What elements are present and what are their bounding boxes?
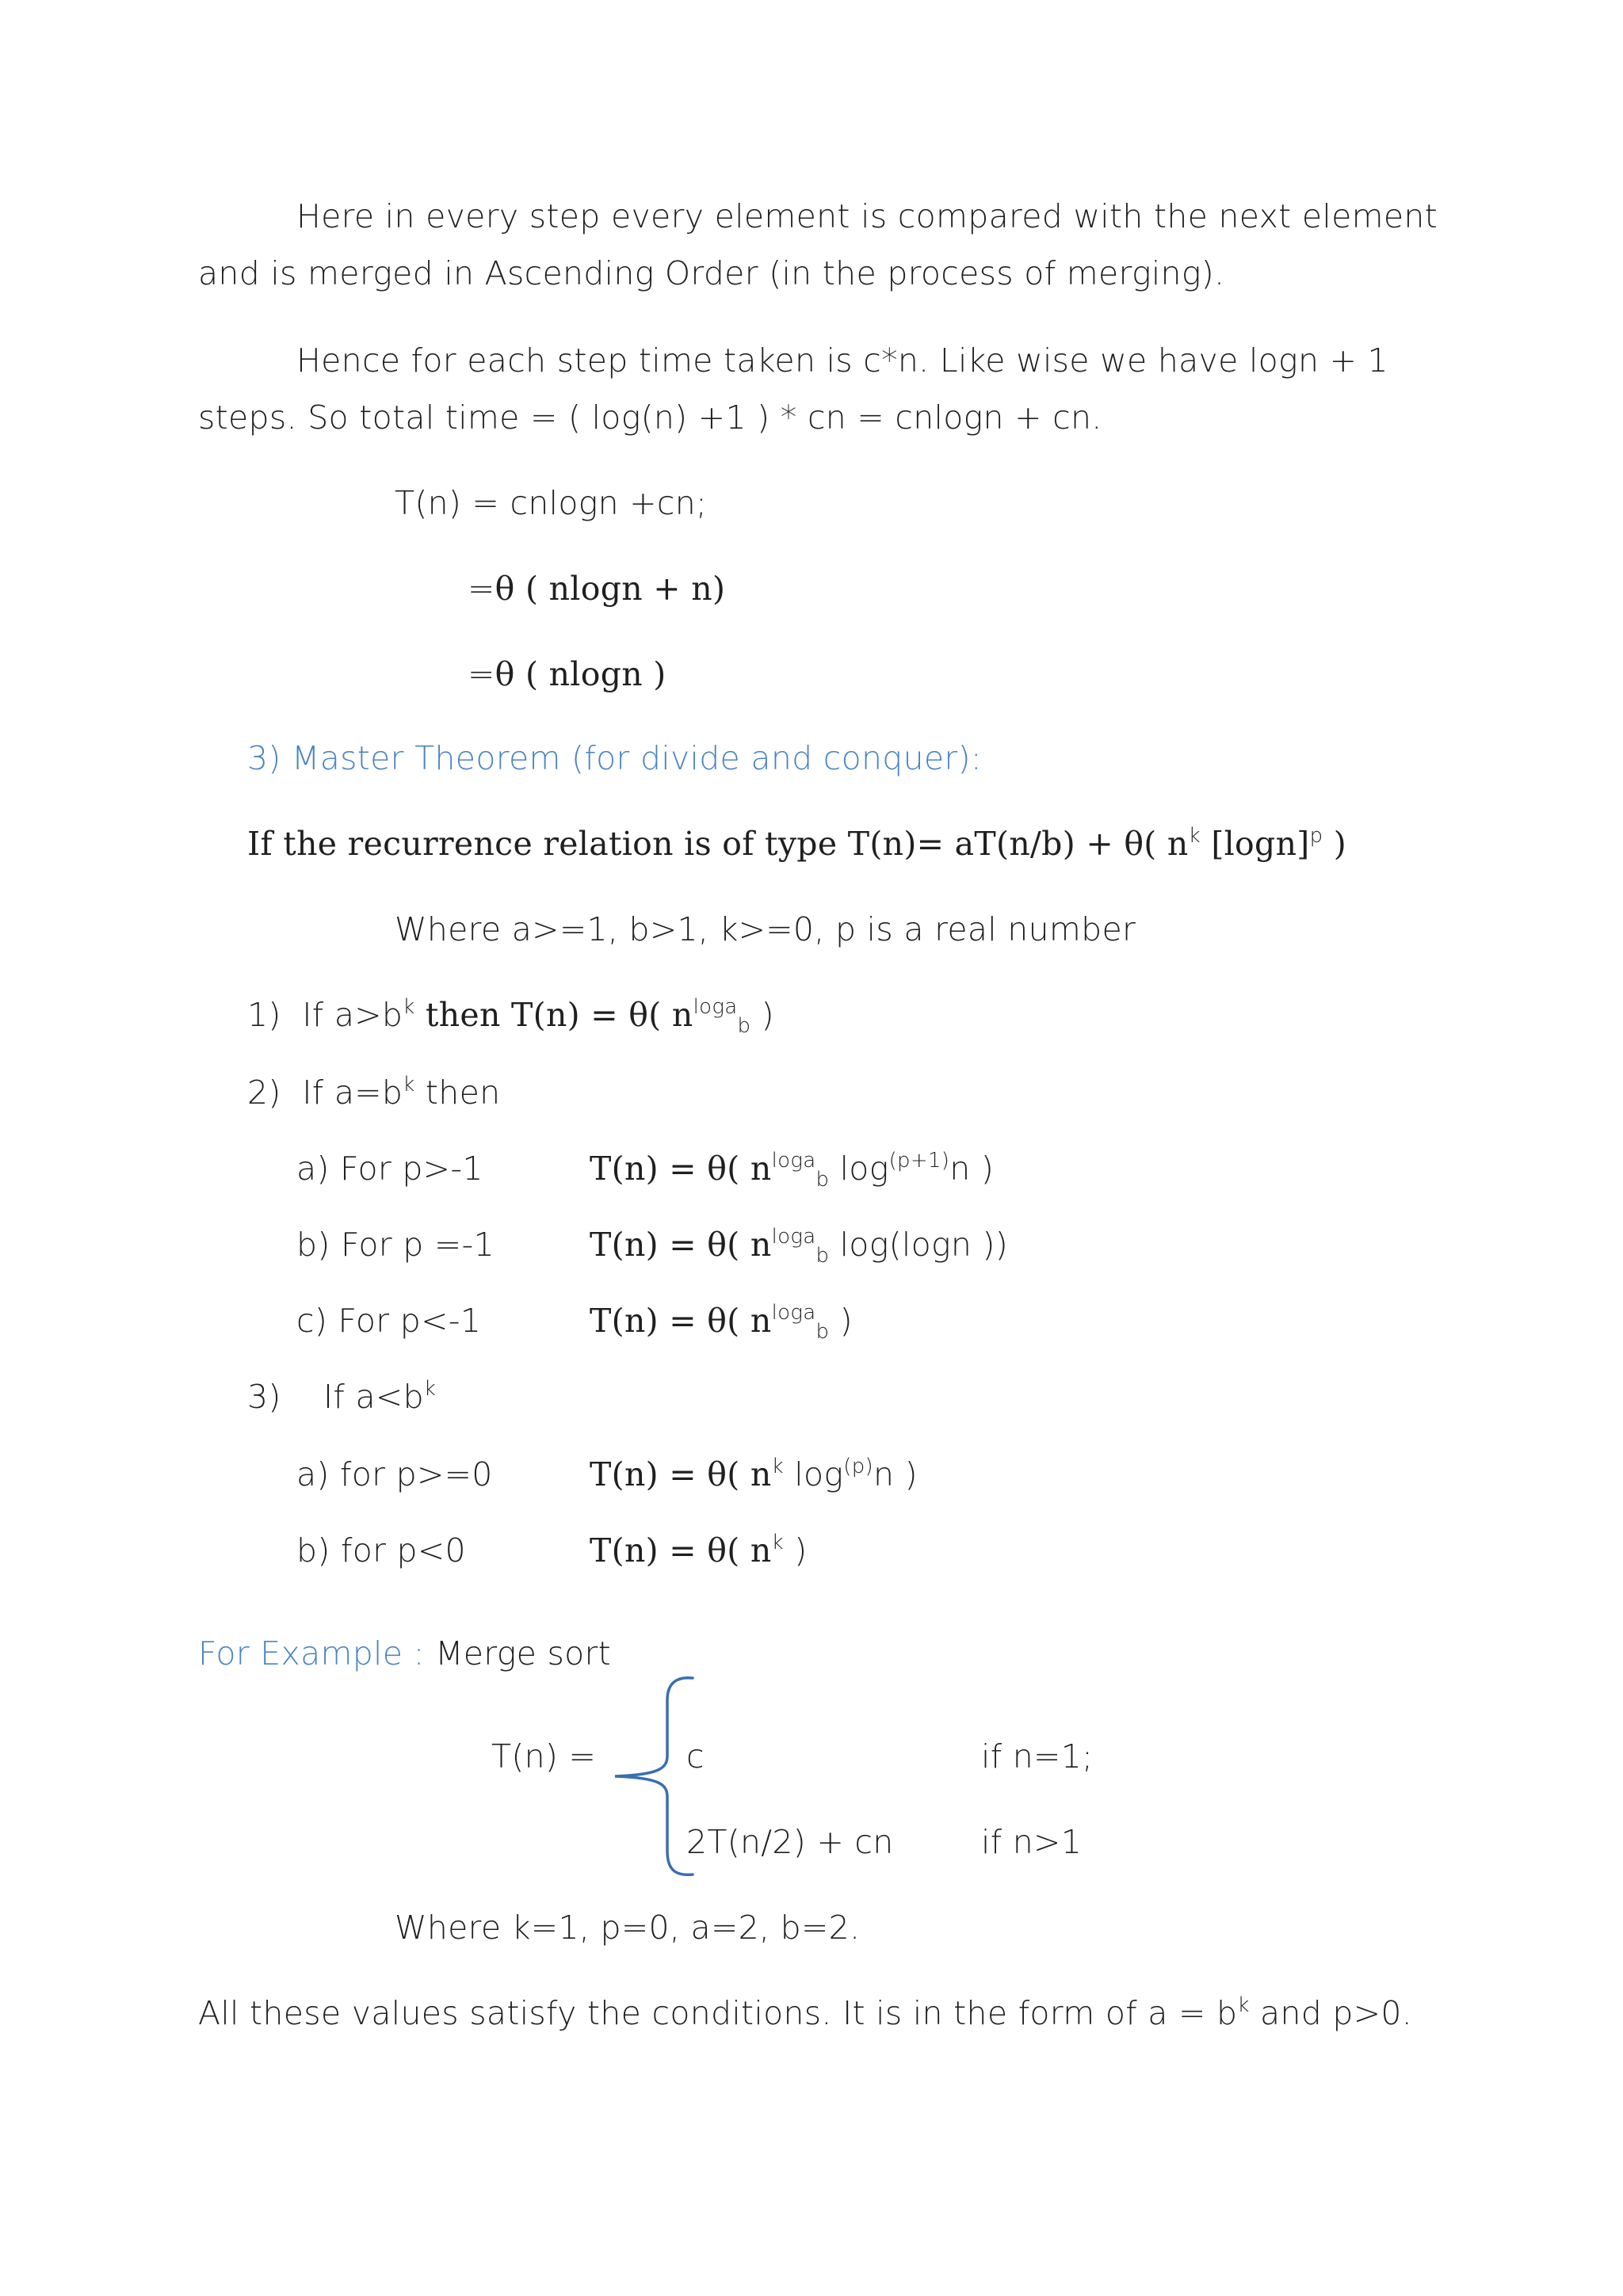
formula-text: T(n) = θ( n xyxy=(590,1455,772,1493)
equals-sign: = xyxy=(468,655,495,693)
formula-text: T(n) = θ( n xyxy=(590,1531,772,1569)
case-3b-label: b) for p<0 xyxy=(296,1531,466,1569)
case-close: ) xyxy=(750,996,774,1034)
exponent-k: k xyxy=(403,995,415,1019)
recurrence-text: If the recurrence relation is of type T(n)= aT(n/b) + θ( n xyxy=(247,825,1189,863)
para2-line1: Hence for each step time taken is c*n. Like wise we have logn + 1 xyxy=(296,341,1388,379)
theta-equation-1 xyxy=(468,567,725,610)
subscript-b: b xyxy=(737,1014,751,1038)
theta-equation-2 xyxy=(468,653,666,696)
exponent-k: k xyxy=(1188,824,1201,848)
case-2b-label: b) For p =-1 xyxy=(296,1226,495,1264)
exponent-loga: loga xyxy=(771,1301,816,1325)
case-condition: If a=b xyxy=(302,1074,403,1112)
conclusion-text: All these values satisfy the conditions. It is in the form of a = b xyxy=(198,1994,1238,2032)
case-number: 3) xyxy=(247,1378,281,1416)
case-2-condition: if n>1 xyxy=(981,1823,1083,1861)
subscript-b: b xyxy=(815,1168,830,1192)
exponent-loga: loga xyxy=(771,1225,816,1249)
exponent-p-plus-1: (p+1) xyxy=(888,1149,950,1173)
recurrence-relation xyxy=(247,822,1346,865)
formula-log: log xyxy=(783,1455,844,1493)
case-3a-label: a) for p>=0 xyxy=(296,1455,493,1493)
master-theorem-heading: 3) Master Theorem (for divide and conquer): xyxy=(247,739,982,777)
recurrence-logn: [logn] xyxy=(1201,825,1310,863)
para1-line2: and is merged in Ascending Order (in the process of merging). xyxy=(198,254,1225,292)
theta-expression: θ ( nlogn ) xyxy=(495,655,666,693)
exponent-p: p xyxy=(1309,824,1323,848)
equals-sign: = xyxy=(468,570,495,608)
example-label: For Example : xyxy=(198,1634,436,1672)
case-2 xyxy=(247,1071,500,1114)
exponent-k: k xyxy=(1237,1993,1250,2017)
case-2b-formula xyxy=(590,1223,1008,1266)
example-title: Merge sort xyxy=(435,1634,612,1672)
formula-log: log xyxy=(829,1150,889,1188)
formula-tail: ) xyxy=(783,1531,808,1569)
curly-brace-icon xyxy=(610,1673,697,1879)
case-2-value: 2T(n/2) + cn xyxy=(686,1823,894,1861)
conclusion xyxy=(198,1992,1412,2035)
example-where: Where k=1, p=0, a=2, b=2. xyxy=(395,1909,861,1947)
theta-expression: θ ( nlogn + n) xyxy=(495,570,726,608)
exponent-loga: loga xyxy=(693,995,738,1019)
subscript-b: b xyxy=(815,1244,830,1268)
case-number: 2) xyxy=(247,1074,281,1112)
case-1-value: c xyxy=(686,1737,705,1775)
subscript-b: b xyxy=(815,1320,830,1344)
case-result: then T(n) = θ( n xyxy=(414,996,693,1034)
exponent-p: (p) xyxy=(843,1455,873,1478)
case-2a-formula xyxy=(590,1147,994,1190)
case-then: then xyxy=(414,1074,501,1112)
exponent-k: k xyxy=(403,1073,415,1097)
case-condition: If a>b xyxy=(302,996,403,1034)
formula-tail: ) xyxy=(829,1302,853,1340)
para1-line1: Here in every step every element is compared with the next element xyxy=(296,197,1438,235)
example-heading xyxy=(198,1632,611,1675)
where-conditions: Where a>=1, b>1, k>=0, p is a real number xyxy=(395,910,1136,948)
formula-text: T(n) = θ( n xyxy=(590,1226,772,1264)
tn-equation: T(n) = cnlogn +cn; xyxy=(395,484,708,522)
formula-tail: n ) xyxy=(873,1455,918,1493)
case-1-condition: if n=1; xyxy=(981,1737,1094,1775)
formula-text: T(n) = θ( n xyxy=(590,1150,772,1188)
exponent-k: k xyxy=(423,1377,437,1401)
exponent-loga: loga xyxy=(771,1149,816,1173)
para2-line2: steps. So total time = ( log(n) +1 ) * cn = cnlogn + cn. xyxy=(198,399,1102,437)
case-3a-formula xyxy=(590,1453,918,1496)
exponent-k: k xyxy=(771,1531,784,1554)
conclusion-tail: and p>0. xyxy=(1249,1994,1413,2032)
case-3b-formula xyxy=(590,1529,808,1572)
formula-tail: n ) xyxy=(949,1150,995,1188)
case-2c-label: c) For p<-1 xyxy=(296,1302,482,1340)
case-2c-formula xyxy=(590,1299,853,1342)
exponent-k: k xyxy=(771,1455,784,1478)
case-number: 1) xyxy=(247,996,281,1034)
case-2a-label: a) For p>-1 xyxy=(296,1150,483,1188)
formula-text: T(n) = θ( n xyxy=(590,1302,772,1340)
formula-tail: log(logn )) xyxy=(829,1226,1009,1264)
case-3 xyxy=(247,1375,436,1418)
case-condition: If a<b xyxy=(323,1378,424,1416)
case-1 xyxy=(247,994,774,1036)
recurrence-close: ) xyxy=(1323,825,1347,863)
example-tn: T(n) = xyxy=(491,1737,597,1775)
